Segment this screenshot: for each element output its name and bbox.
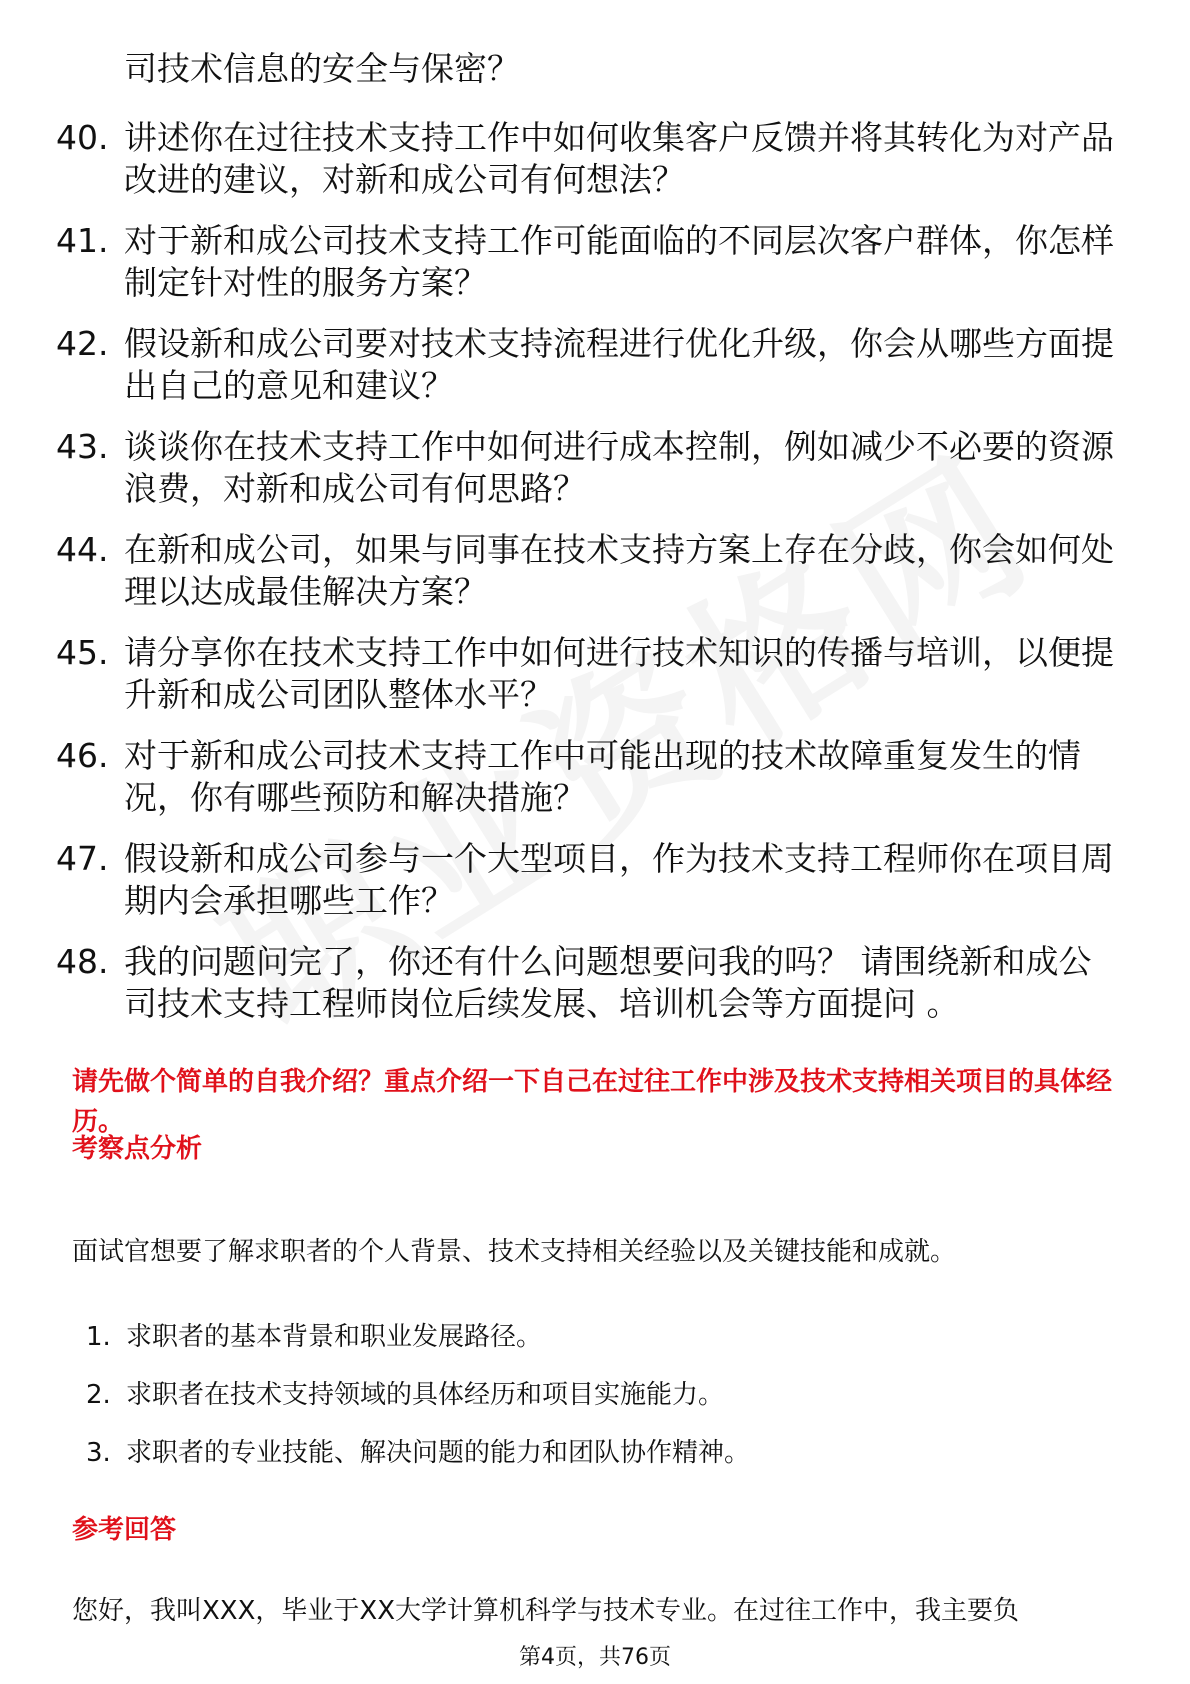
question-text: 假设新和成公司参与一个大型项目，作为技术支持工程师你在项目周期内会承担哪些工作？	[124, 839, 1114, 920]
question-text: 对于新和成公司技术支持工作中可能出现的技术故障重复发生的情况，你有哪些预防和解决措施？	[124, 736, 1081, 817]
question-text: 谈谈你在技术支持工作中如何进行成本控制，例如减少不必要的资源浪费，对新和成公司有何思路？	[124, 427, 1114, 508]
point-text: 求职者的专业技能、解决问题的能力和团队协作精神。	[126, 1438, 751, 1468]
question-item-46	[56, 735, 1126, 819]
question-item-43	[56, 426, 1126, 510]
point-text: 求职者在技术支持领域的具体经历和项目实施能力。	[126, 1380, 725, 1410]
analysis-point	[86, 1378, 1086, 1412]
question-number: 48.	[56, 942, 109, 981]
question-number: 46.	[56, 736, 109, 775]
question-item-41	[56, 220, 1126, 304]
question-number: 43.	[56, 427, 109, 466]
question-item-45	[56, 632, 1126, 716]
point-number: 1.	[86, 1322, 111, 1352]
question-item-47	[56, 838, 1126, 922]
answer-heading: 参考回答	[72, 1515, 177, 1545]
question-number: 44.	[56, 530, 109, 569]
question-number: 47.	[56, 839, 109, 878]
question-text: 我的问题问完了，你还有什么问题想要问我的吗？ 请围绕新和成公司技术支持工程师岗位后续发展、培训机会等方面提问 。	[124, 942, 1092, 1023]
question-item-40	[56, 117, 1126, 201]
question-text: 假设新和成公司要对技术支持流程进行优化升级，你会从哪些方面提出自己的意见和建议？	[124, 324, 1114, 405]
featured-question: 请先做个简单的自我介绍？重点介绍一下自己在过往工作中涉及技术支持相关项目的具体经历。	[72, 1067, 1113, 1137]
question-item-48	[56, 941, 1126, 1025]
analysis-heading: 考察点分析	[72, 1134, 203, 1164]
question-number: 40.	[56, 118, 109, 157]
question-continuation: 司技术信息的安全与保密？	[124, 49, 520, 88]
point-number: 3.	[86, 1438, 111, 1468]
page-footer: 第4页，共76页	[519, 1645, 671, 1670]
question-text: 在新和成公司，如果与同事在技术支持方案上存在分歧，你会如何处理以达成最佳解决方案？	[124, 530, 1114, 611]
question-number: 45.	[56, 633, 109, 672]
question-text: 讲述你在过往技术支持工作中如何收集客户反馈并将其转化为对产品改进的建议，对新和成公司有何想法？	[124, 118, 1114, 199]
question-list	[56, 117, 1126, 1044]
analysis-point	[86, 1436, 1086, 1470]
analysis-point-list	[86, 1320, 1086, 1494]
analysis-intro: 面试官想要了解求职者的个人背景、技术支持相关经验以及关键技能和成就。	[72, 1237, 957, 1267]
question-text: 对于新和成公司技术支持工作可能面临的不同层次客户群体，你怎样制定针对性的服务方案？	[124, 221, 1114, 302]
question-number: 41.	[56, 221, 109, 260]
question-text: 请分享你在技术支持工作中如何进行技术知识的传播与培训，以便提升新和成公司团队整体水平？	[124, 633, 1114, 714]
question-item-44	[56, 529, 1126, 613]
analysis-point	[86, 1320, 1086, 1354]
answer-text: 您好，我叫XXX，毕业于XX大学计算机科学与技术专业。在过往工作中，我主要负	[72, 1596, 1020, 1626]
point-text: 求职者的基本背景和职业发展路径。	[126, 1322, 543, 1352]
question-number: 42.	[56, 324, 109, 363]
question-item-42	[56, 323, 1126, 407]
point-number: 2.	[86, 1380, 111, 1410]
